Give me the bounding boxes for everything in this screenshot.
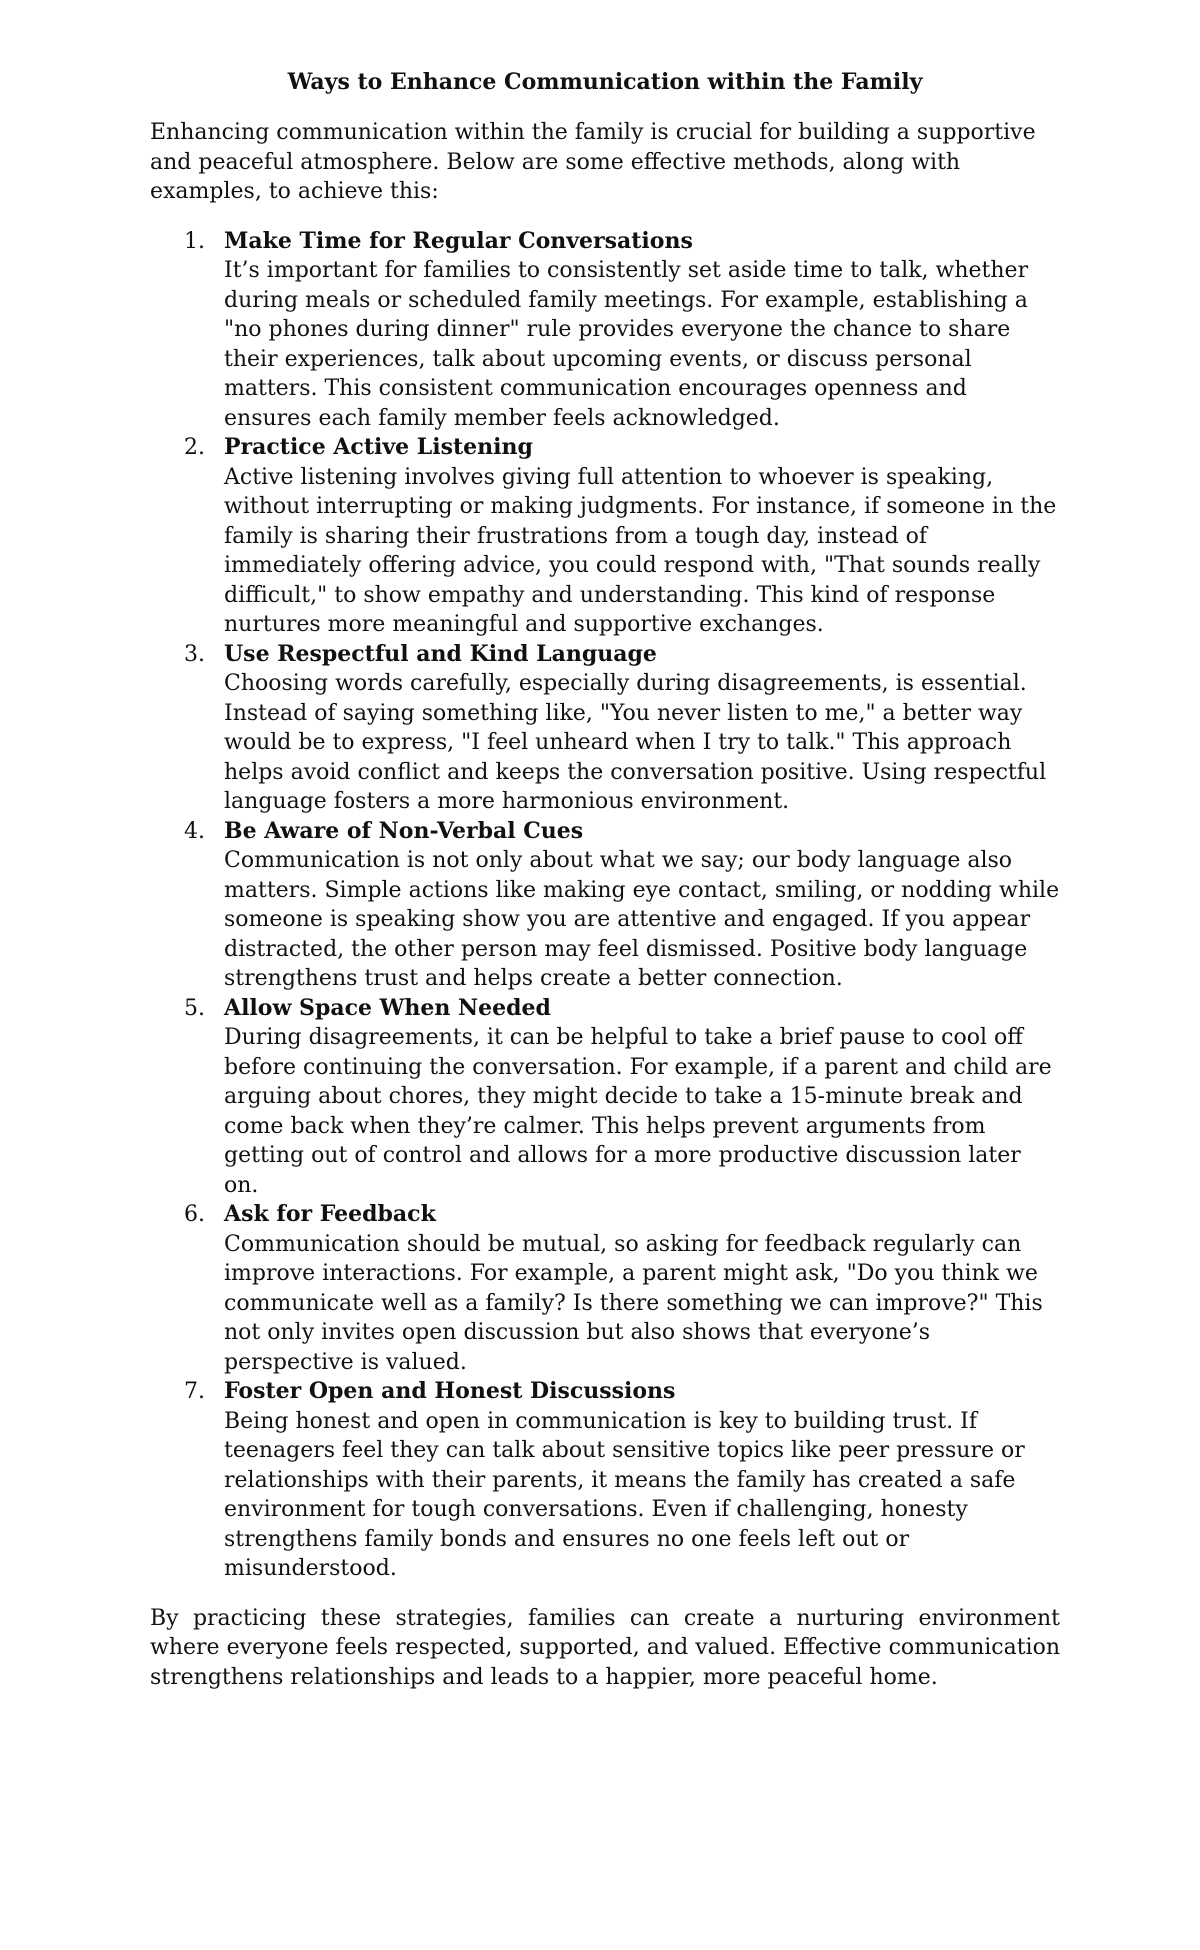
method-body: Communication should be mutual, so asking for feedback regularly can improve interactions. For example, a parent might ask, "Do you think we communicate well as a family? Is there something we can improve?" This not only invites open discussion but also shows that everyone’s perspective is valued. bbox=[224, 1231, 1043, 1375]
method-item-2 bbox=[150, 433, 1060, 640]
method-body: It’s important for families to consistently set aside time to talk, whether during meals or scheduled family meetings. For example, establishing a "no phones during dinner" rule provides everyone the chance to share their experiences, talk about upcoming events, or discuss personal matters. This consistent communication encourages openness and ensures each family member feels acknowledged. bbox=[224, 258, 1029, 431]
method-number: 6. bbox=[184, 1202, 205, 1227]
conclusion-paragraph: By practicing these strategies, families can create a nurturing environment where everyone feels respected, supported, and valued. Effective communication strengthens relationships and leads to a happier, more peaceful home. bbox=[150, 1605, 1060, 1690]
document-page bbox=[150, 66, 1060, 1692]
method-item-4 bbox=[150, 817, 1060, 994]
method-body: During disagreements, it can be helpful to take a brief pause to cool off before continuing the conversation. For example, if a parent and child are arguing about chores, they might decide to take a 15-minute break and come back when they’re calmer. This helps prevent arguments from getting out of control and allows for a more productive discussion later on. bbox=[224, 1025, 1052, 1198]
methods-list bbox=[150, 227, 1060, 1584]
method-number: 7. bbox=[184, 1379, 205, 1404]
method-item-7 bbox=[150, 1377, 1060, 1584]
method-number: 5. bbox=[184, 995, 205, 1021]
method-heading: Use Respectful and Kind Language bbox=[224, 640, 657, 667]
method-heading: Allow Space When Needed bbox=[224, 994, 551, 1021]
method-body: Communication is not only about what we say; our body language also matters. Simple actions like making eye contact, smiling, or nodding while someone is speaking show you are attentive and engaged. If you appear distracted, the other person may feel dismissed. Positive body language strengthens trust and helps create a better connection. bbox=[224, 848, 1060, 991]
method-heading: Make Time for Regular Conversations bbox=[224, 227, 693, 254]
method-body: Active listening involves giving full attention to whoever is speaking, without interrupting or making judgments. For instance, if someone in the family is sharing their frustrations from a tough day, instead of immediately offering advice, you could respond with, "That sounds really difficult," to show empathy and understanding. This kind of response nurtures more meaningful and supportive exchanges. bbox=[224, 464, 1057, 637]
method-number: 3. bbox=[184, 641, 205, 667]
method-item-1 bbox=[150, 227, 1060, 434]
method-heading: Practice Active Listening bbox=[224, 434, 533, 460]
intro-paragraph: Enhancing communication within the family is crucial for building a supportive and peaceful atmosphere. Below are some effective methods, along with examples, to achieve this: bbox=[150, 120, 1036, 204]
method-number: 2. bbox=[184, 435, 205, 460]
method-body: Choosing words carefully, especially during disagreements, is essential. Instead of saying something like, "You never listen to me," a better way would be to express, "I feel unheard when I try to talk." This approach helps avoid conflict and keeps the conversation positive. Using respectful language fosters a more harmonious environment. bbox=[224, 671, 1047, 814]
method-item-6 bbox=[150, 1200, 1060, 1377]
method-heading: Ask for Feedback bbox=[224, 1201, 436, 1227]
method-heading: Be Aware of Non-Verbal Cues bbox=[224, 817, 584, 844]
document-title: Ways to Enhance Communication within the Family bbox=[287, 69, 923, 95]
method-item-5 bbox=[150, 994, 1060, 1201]
method-body: Being honest and open in communication is key to building trust. If teenagers feel they can talk about sensitive topics like peer pressure or relationships with their parents, it means the family has created a safe environment for tough conversations. Even if challenging, honesty strengthens family bonds and ensures no one feels left out or misunderstood. bbox=[224, 1408, 1025, 1581]
method-number: 1. bbox=[184, 228, 205, 254]
method-item-3 bbox=[150, 640, 1060, 817]
method-number: 4. bbox=[184, 818, 205, 844]
method-heading: Foster Open and Honest Discussions bbox=[224, 1378, 676, 1404]
